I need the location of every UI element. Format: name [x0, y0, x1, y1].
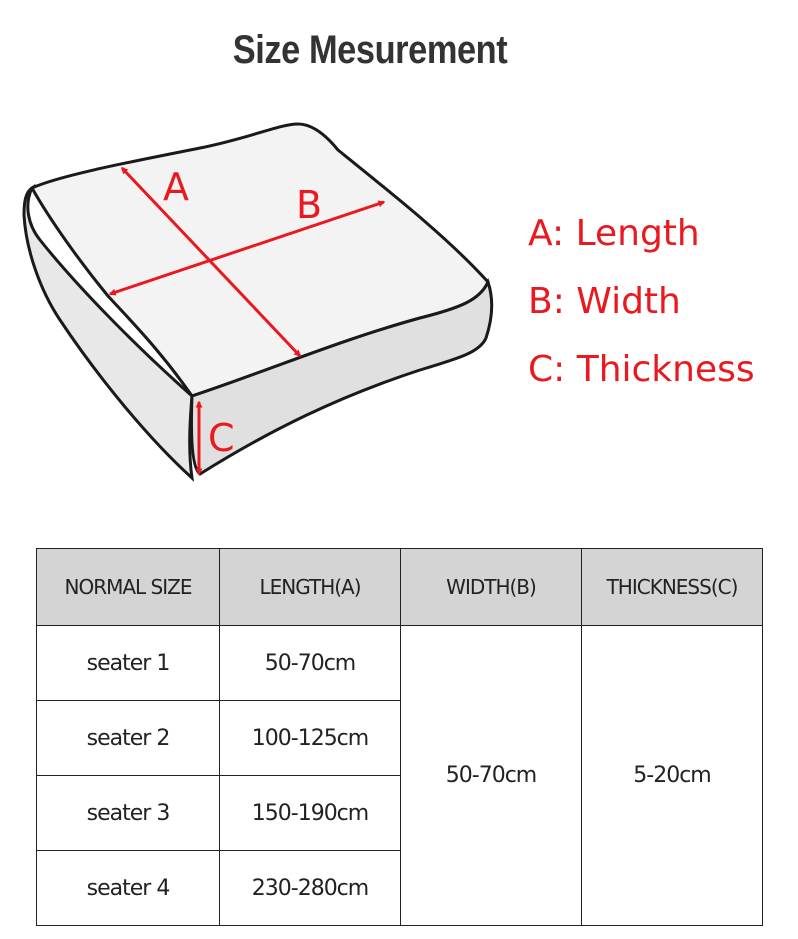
cushion-diagram	[0, 110, 520, 490]
header-thickness: THICKNESS(C)	[582, 549, 763, 626]
size-cell: seater 4	[37, 851, 220, 926]
width-cell: 50-70cm	[401, 626, 582, 926]
size-cell: seater 3	[37, 776, 220, 851]
table-header-row	[37, 549, 763, 626]
length-cell: 50-70cm	[220, 626, 401, 701]
label-b: B	[296, 183, 323, 227]
table-row	[37, 626, 763, 701]
length-cell: 100-125cm	[220, 701, 401, 776]
size-cell: seater 2	[37, 701, 220, 776]
thickness-cell: 5-20cm	[582, 626, 763, 926]
header-length: LENGTH(A)	[220, 549, 401, 626]
legend-length: A: Length	[528, 213, 700, 254]
size-table	[36, 548, 763, 926]
dimension-legend	[528, 200, 755, 404]
legend-width: B: Width	[528, 281, 681, 322]
header-normal-size: NORMAL SIZE	[37, 549, 220, 626]
label-c: C	[208, 416, 235, 460]
length-cell: 230-280cm	[220, 851, 401, 926]
size-cell: seater 1	[37, 626, 220, 701]
header-width: WIDTH(B)	[401, 549, 582, 626]
label-a: A	[163, 165, 189, 209]
page-title: Size Mesurement	[232, 28, 508, 72]
length-cell: 150-190cm	[220, 776, 401, 851]
legend-thickness: C: Thickness	[528, 349, 755, 390]
